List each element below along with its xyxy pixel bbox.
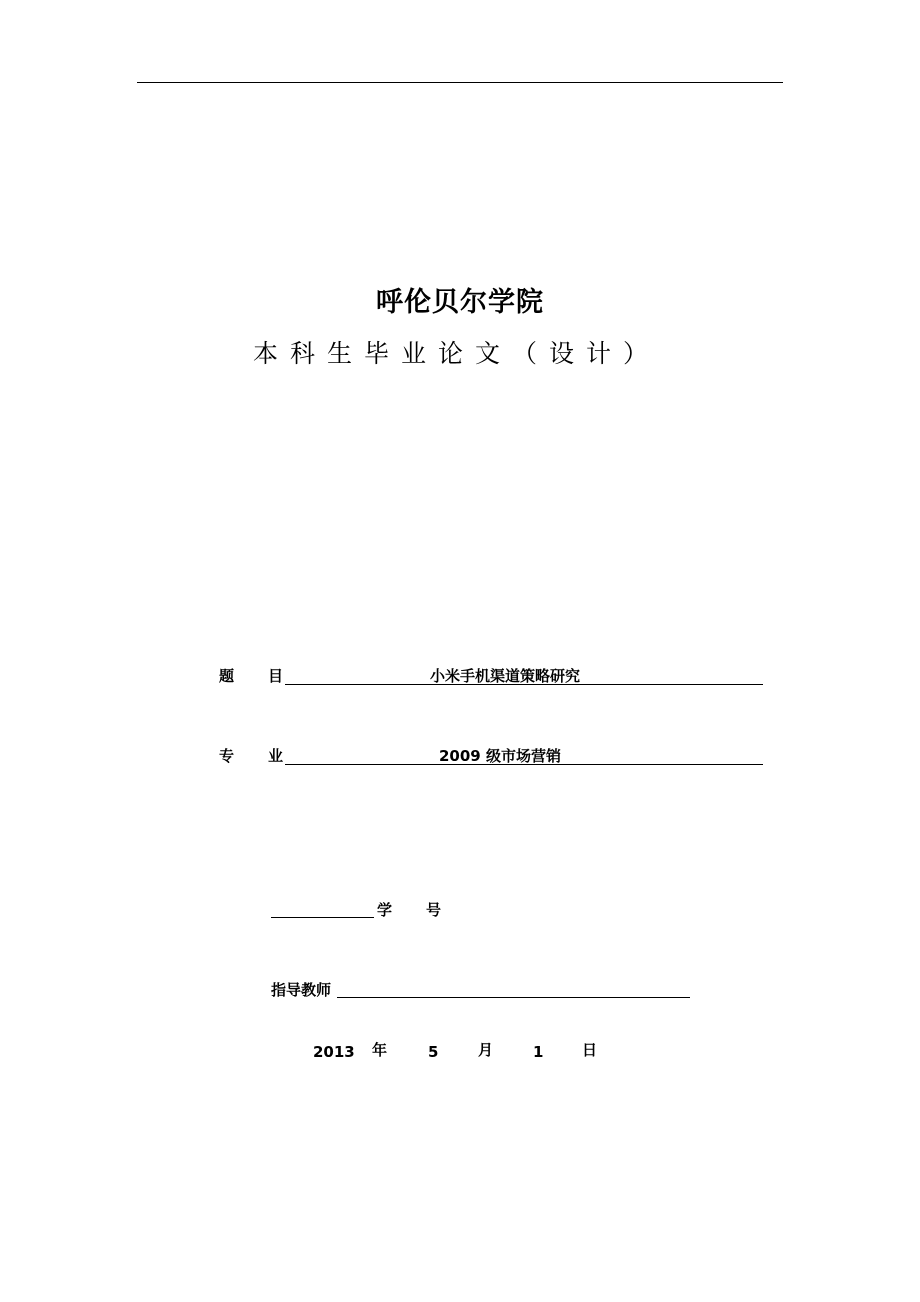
header-rule <box>137 82 783 83</box>
major-value: 2009 级市场营销 <box>439 747 561 765</box>
school-name: 呼伦贝尔学院 <box>376 287 544 318</box>
title-label-char1: 题 <box>219 667 235 685</box>
title-label-char2: 目 <box>268 667 284 685</box>
date-month-unit: 月 <box>478 1041 494 1059</box>
major-label-char1: 专 <box>219 747 235 765</box>
document-type: 本科生毕业论文（设计） <box>253 339 661 368</box>
student-id-underline <box>271 917 374 918</box>
advisor-underline <box>337 997 690 998</box>
student-id-label-char1: 学 <box>377 901 393 919</box>
date-month: 5 <box>428 1043 439 1061</box>
date-day: 1 <box>533 1043 544 1061</box>
title-value: 小米手机渠道策略研究 <box>429 667 580 685</box>
major-label-char2: 业 <box>268 747 284 765</box>
date-year-unit: 年 <box>372 1041 388 1059</box>
date-day-unit: 日 <box>582 1041 598 1059</box>
advisor-label: 指导教师 <box>271 981 332 999</box>
date-year: 2013 <box>313 1043 355 1061</box>
student-id-label-char2: 号 <box>426 901 442 919</box>
